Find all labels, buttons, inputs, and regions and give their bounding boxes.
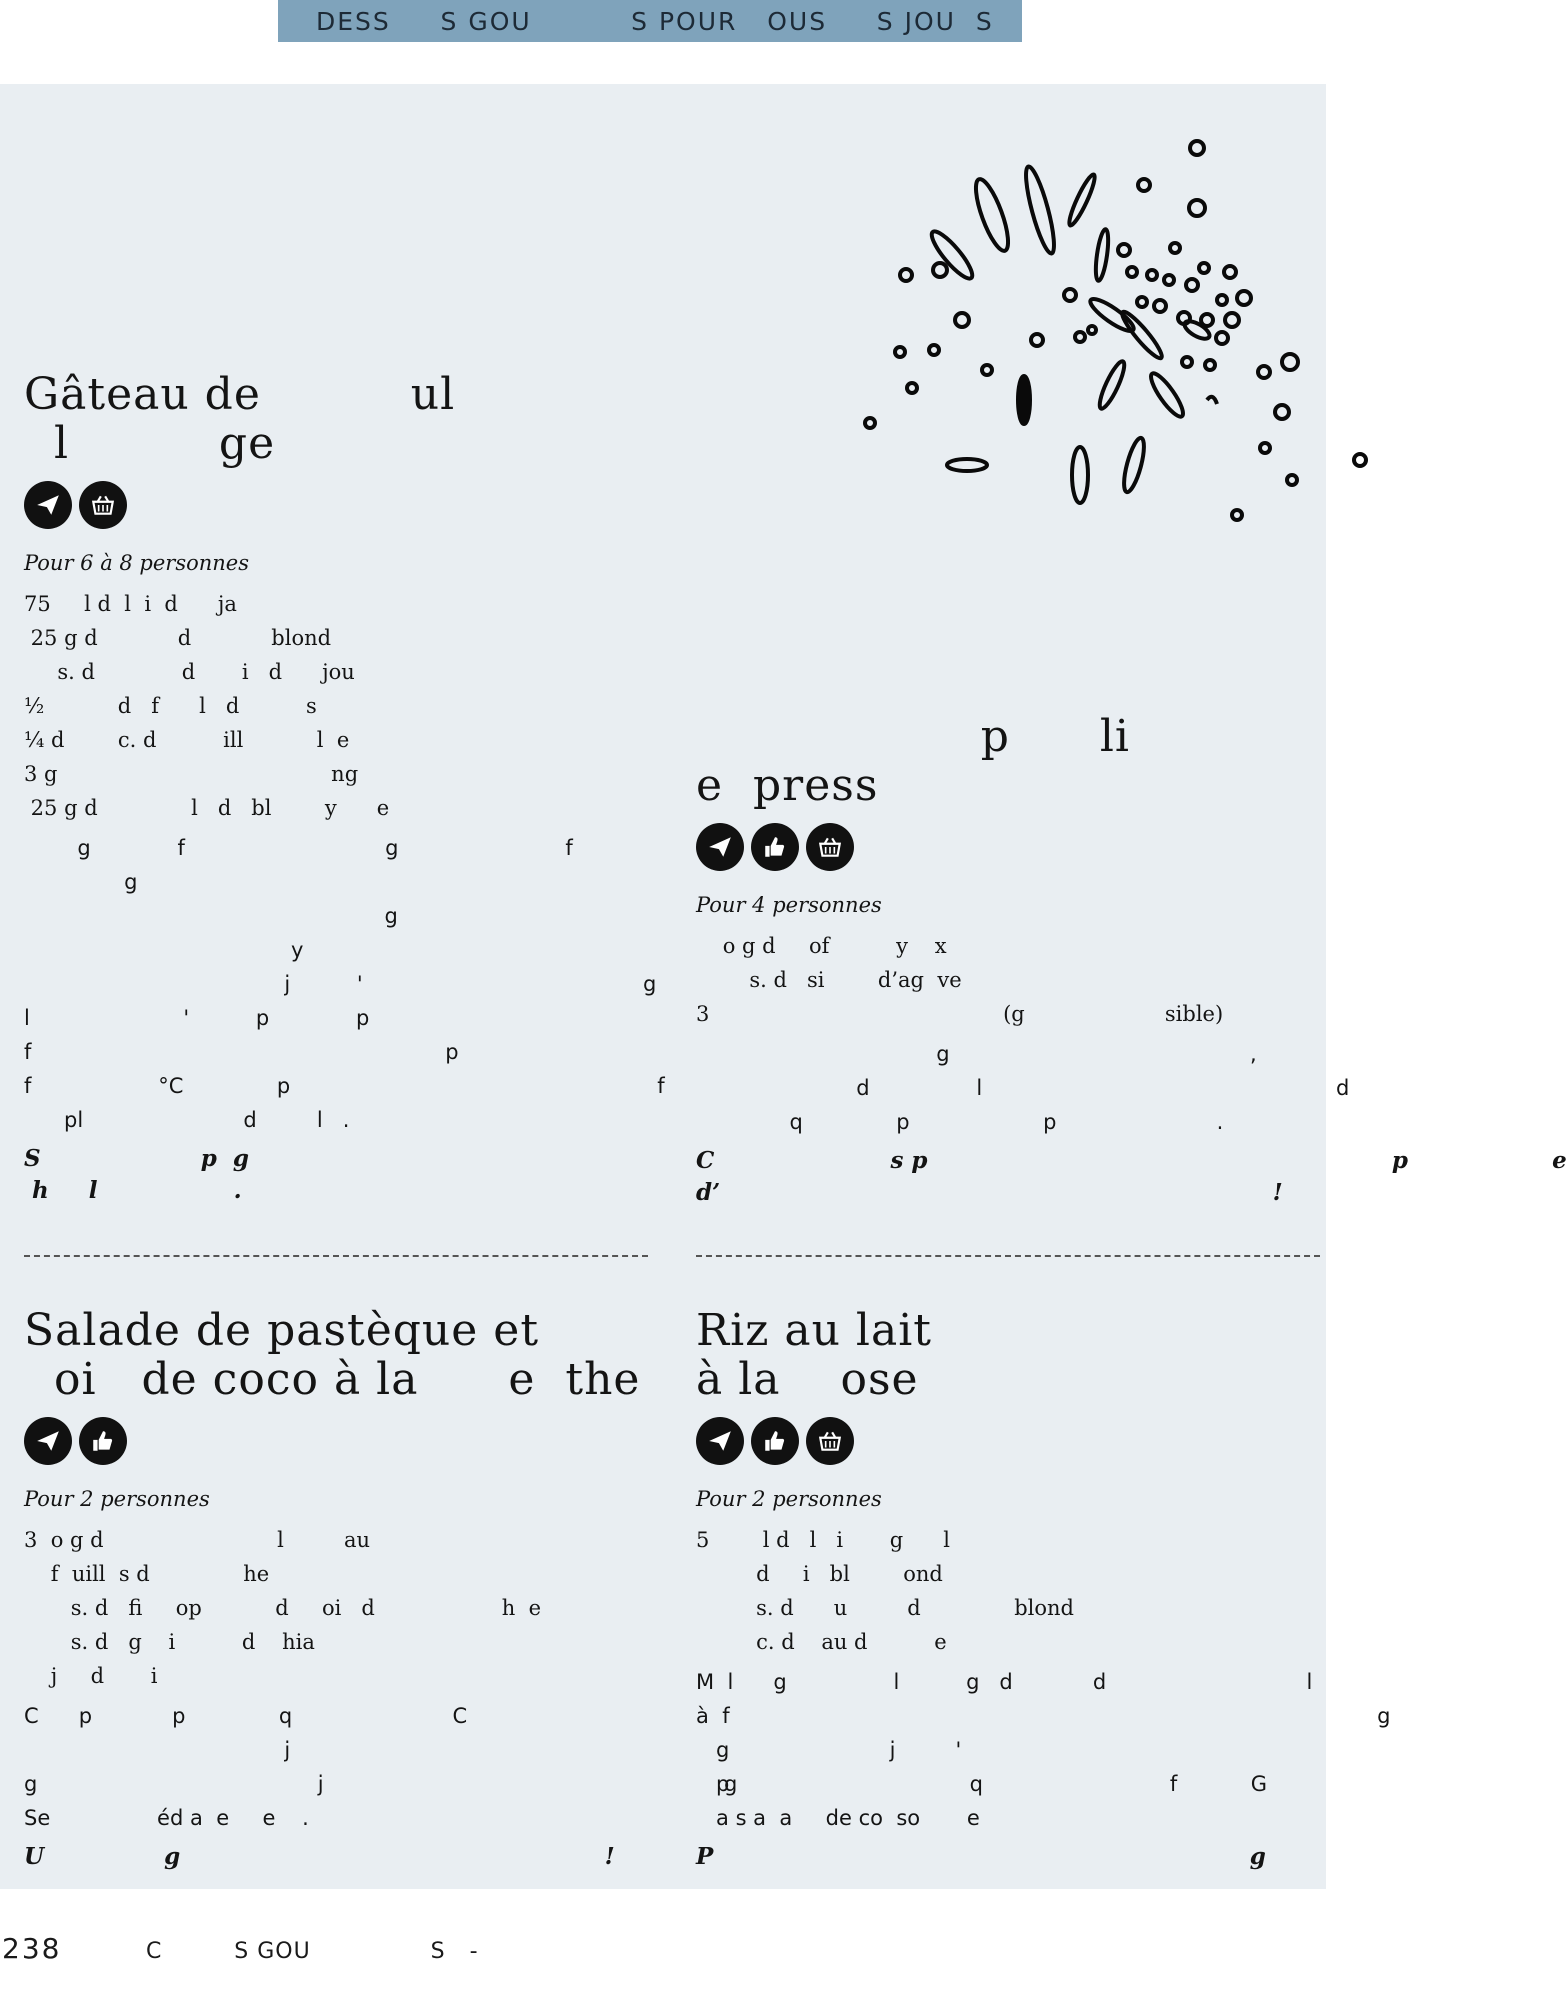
section-banner: DESS S GOU S POUR OUS S JOU S — [278, 0, 1022, 42]
thumbs-up-icon — [751, 823, 799, 871]
instructions: g , d l d q p p . — [789, 1042, 1350, 1134]
divider-left — [24, 1255, 648, 1257]
thumbs-up-icon — [79, 1417, 127, 1465]
basket-icon — [806, 1417, 854, 1465]
recipe-title: Gâteau de ul l ge — [24, 369, 456, 469]
confetti-illustration — [812, 130, 1372, 530]
recipe-title: Salade de pastèque et oi de coco à la e the — [24, 1305, 641, 1405]
instructions: M l g l g d d l à f g g j ' p q f G a s a a de co so e — [696, 1670, 1391, 1830]
tip: P g — [696, 1843, 1266, 1870]
recipe-tags — [24, 1417, 664, 1465]
servings: Pour 2 personnes — [696, 1487, 882, 1511]
basket-icon — [806, 823, 854, 871]
ingredients: 5 l d l i g l d i bl ond s. d u d blond c. d au d e — [696, 1528, 1074, 1654]
ingredients: 3 o g d l au f uill s d he s. d fi op d oi d h e s. d g i d hia j d i — [24, 1528, 542, 1688]
tip: S p g h l . — [24, 1145, 249, 1204]
recipe-card — [696, 711, 1567, 1209]
book-title: C S GOU S - — [146, 1939, 479, 1964]
paper-plane-icon — [696, 823, 744, 871]
recipe-tags — [696, 1417, 1326, 1465]
recipe-card — [696, 1305, 1391, 1873]
paper-plane-icon — [696, 1417, 744, 1465]
recipe-card — [24, 370, 644, 1207]
paper-plane-icon — [24, 1417, 72, 1465]
servings: Pour 4 personnes — [696, 893, 882, 917]
page-number: 238 — [2, 1932, 62, 1965]
servings: Pour 2 personnes — [24, 1487, 210, 1511]
recipe-tags — [696, 823, 1326, 871]
page-footer — [0, 1934, 1391, 1963]
basket-icon — [79, 481, 127, 529]
recipe-title: p li e press — [696, 711, 1130, 811]
servings: Pour 6 à 8 personnes — [24, 551, 250, 575]
ingredients: o g d of y x s. d si d’ag ve 3 (g sible) — [696, 934, 1224, 1026]
tip: C s p p e d’ ! — [696, 1147, 1567, 1206]
tip: U g ! — [24, 1843, 615, 1870]
recipe-card — [24, 1306, 664, 1873]
instructions: C p p q C j g j Se éd a e e . — [24, 1704, 468, 1830]
divider-right — [696, 1255, 1320, 1257]
paper-plane-icon — [24, 481, 72, 529]
recipe-title: Riz au lait à la ose — [696, 1305, 932, 1405]
instructions: g f g f g g y j ' l ' p p f p f °C p pl d l . — [24, 836, 573, 1132]
thumbs-up-icon — [751, 1417, 799, 1465]
ingredients: 75 l d l i d ja 25 g d d blond s. d d i d jou ½ d f l d s ¼ d c. d ill l e 3 g ng 25 g d l d bl y e — [24, 592, 390, 820]
recipe-tags — [24, 481, 644, 529]
